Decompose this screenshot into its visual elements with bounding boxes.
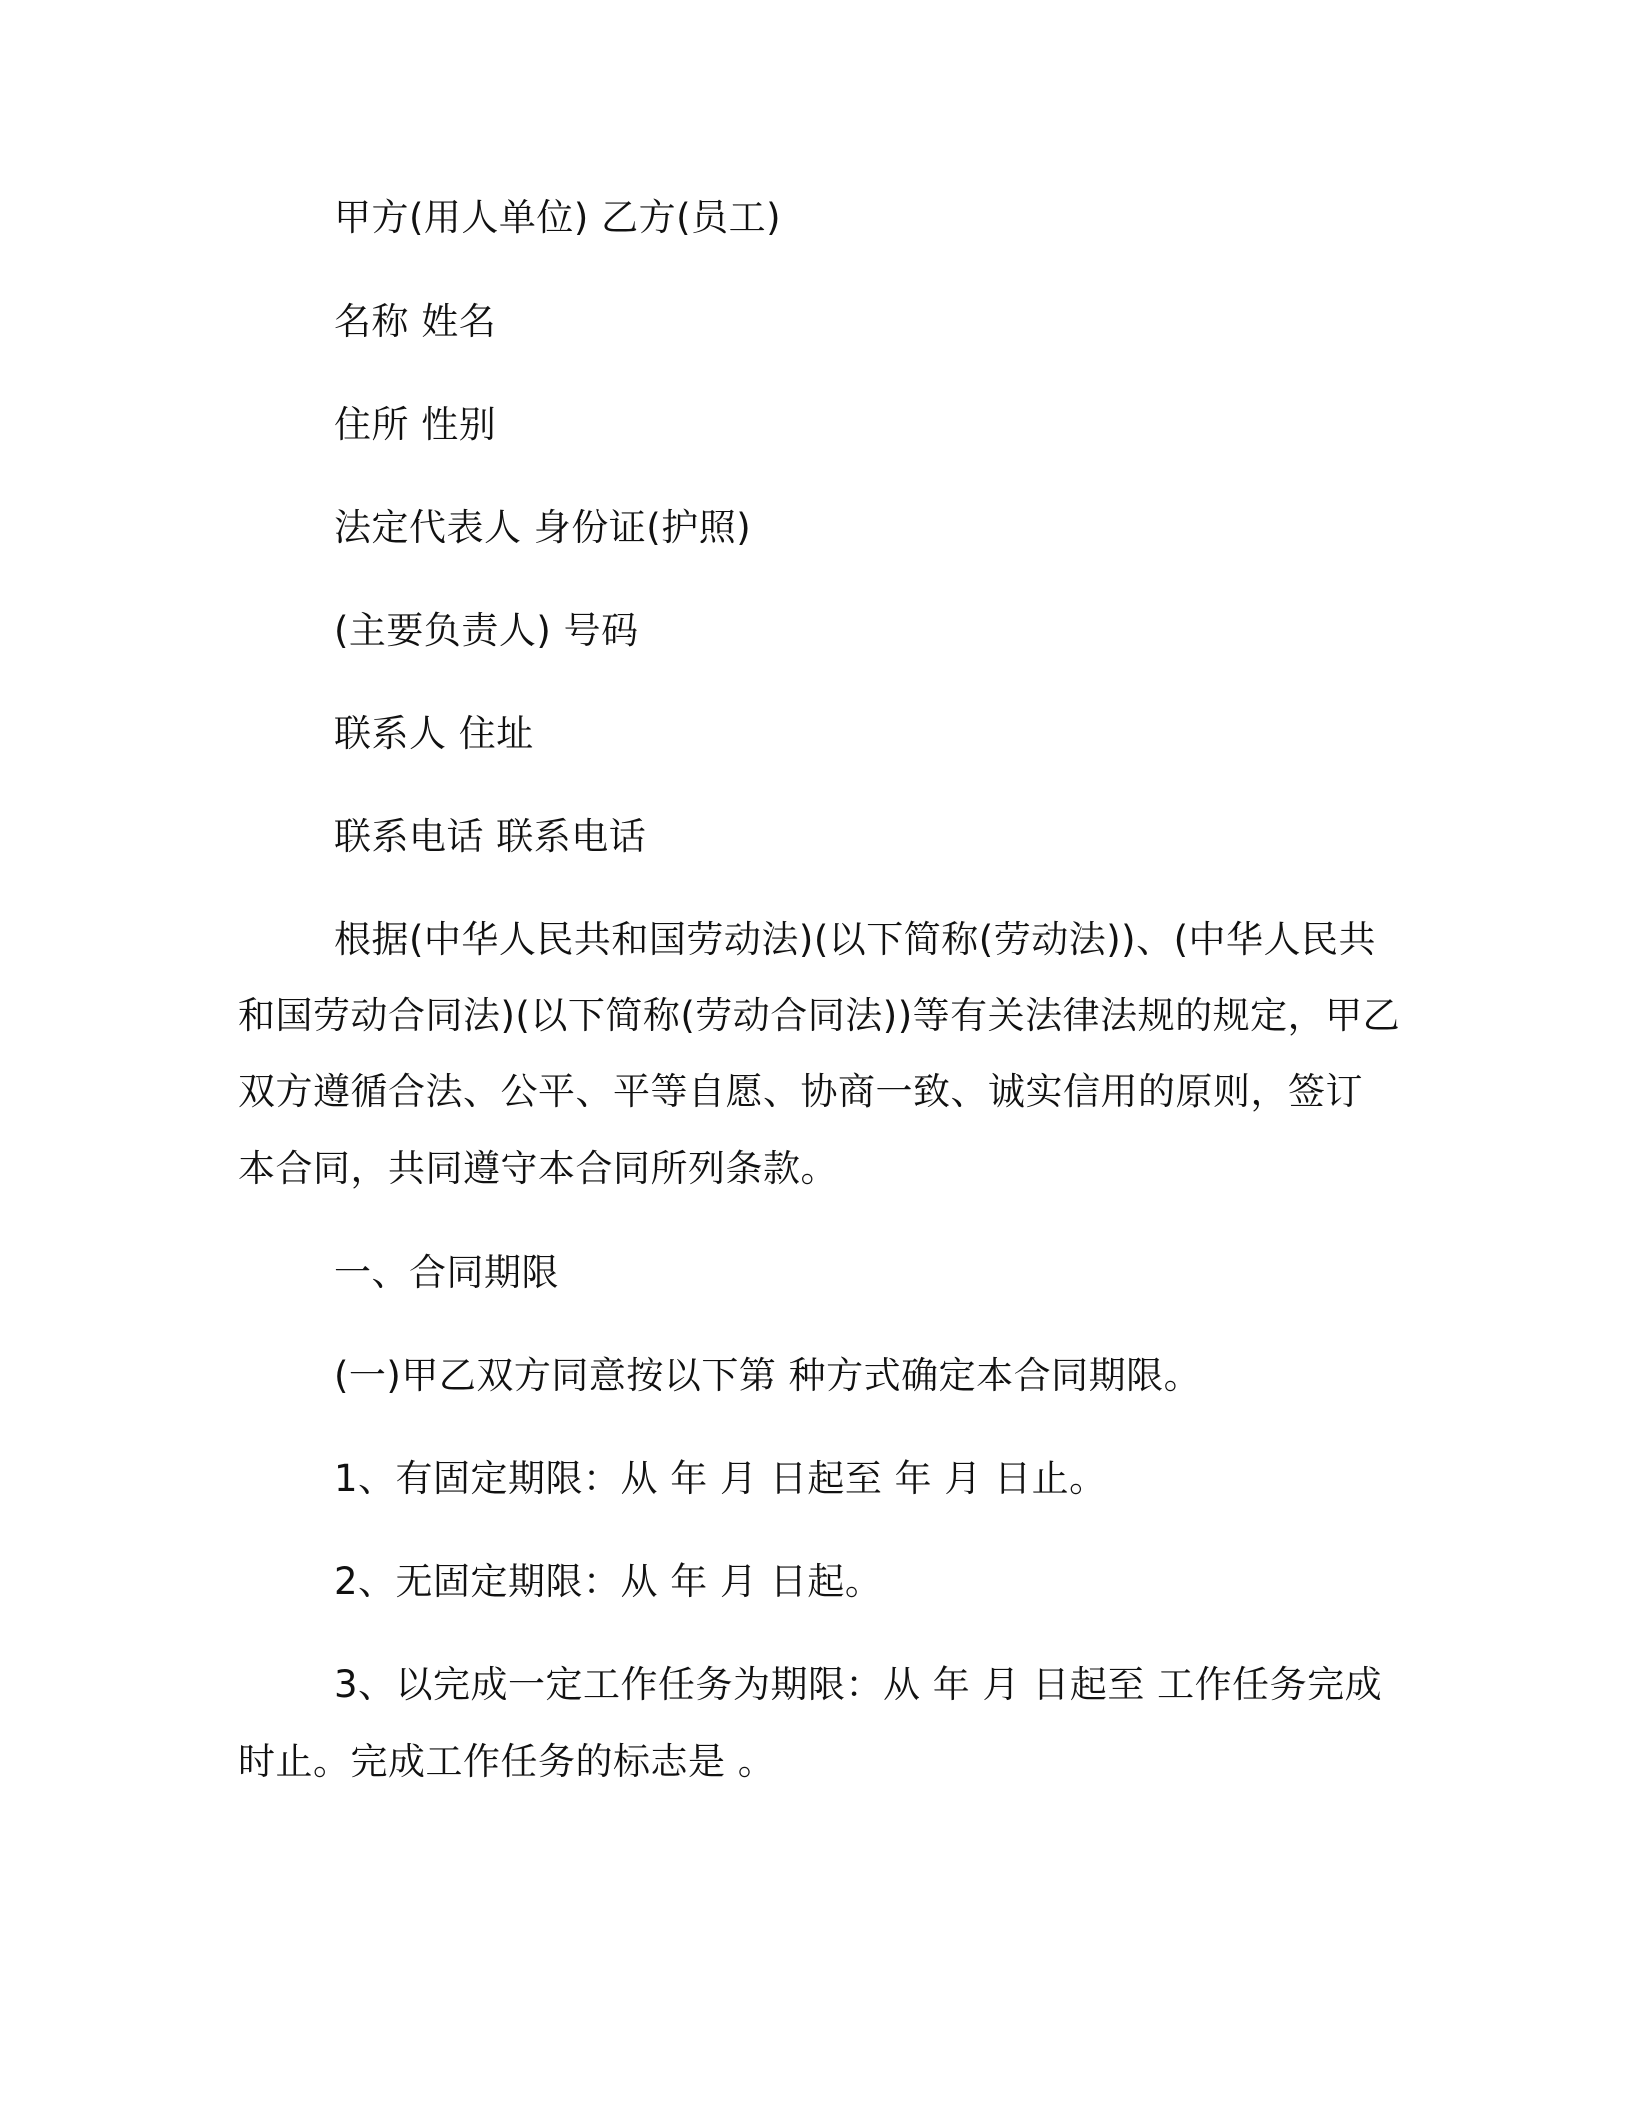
party-line-name: 名称 姓名 bbox=[334, 300, 497, 343]
clause-open-term: 2、无固定期限：从 年 月 日起。 bbox=[334, 1560, 883, 1603]
preamble-line-1: 根据(中华人民共和国劳动法)(以下简称(劳动法))、(中华人民共 bbox=[334, 918, 1377, 961]
party-line-address-gender: 住所 性别 bbox=[334, 403, 497, 446]
party-line-parties: 甲方(用人单位) 乙方(员工) bbox=[334, 196, 782, 239]
section-heading: 一、合同期限 bbox=[334, 1251, 559, 1294]
clause-intro: (一)甲乙双方同意按以下第 种方式确定本合同期限。 bbox=[334, 1354, 1202, 1397]
party-line-principal-number: (主要负责人) 号码 bbox=[334, 609, 639, 652]
clause-task-term-line-1: 3、以完成一定工作任务为期限：从 年 月 日起至 工作任务完成 bbox=[334, 1663, 1383, 1706]
party-line-contact-address: 联系人 住址 bbox=[334, 712, 534, 755]
party-line-phone: 联系电话 联系电话 bbox=[334, 815, 647, 858]
party-line-representative-id: 法定代表人 身份证(护照) bbox=[334, 506, 752, 549]
preamble-line-2: 和国劳动合同法)(以下简称(劳动合同法))等有关法律法规的规定，甲乙 bbox=[238, 994, 1401, 1037]
clause-task-term-line-2: 时止。完成工作任务的标志是 。 bbox=[238, 1740, 776, 1783]
preamble-line-3: 双方遵循合法、公平、平等自愿、协商一致、诚实信用的原则，签订 bbox=[238, 1070, 1363, 1113]
clause-fixed-term: 1、有固定期限：从 年 月 日起至 年 月 日止。 bbox=[334, 1457, 1107, 1500]
preamble-line-4: 本合同，共同遵守本合同所列条款。 bbox=[238, 1147, 838, 1190]
